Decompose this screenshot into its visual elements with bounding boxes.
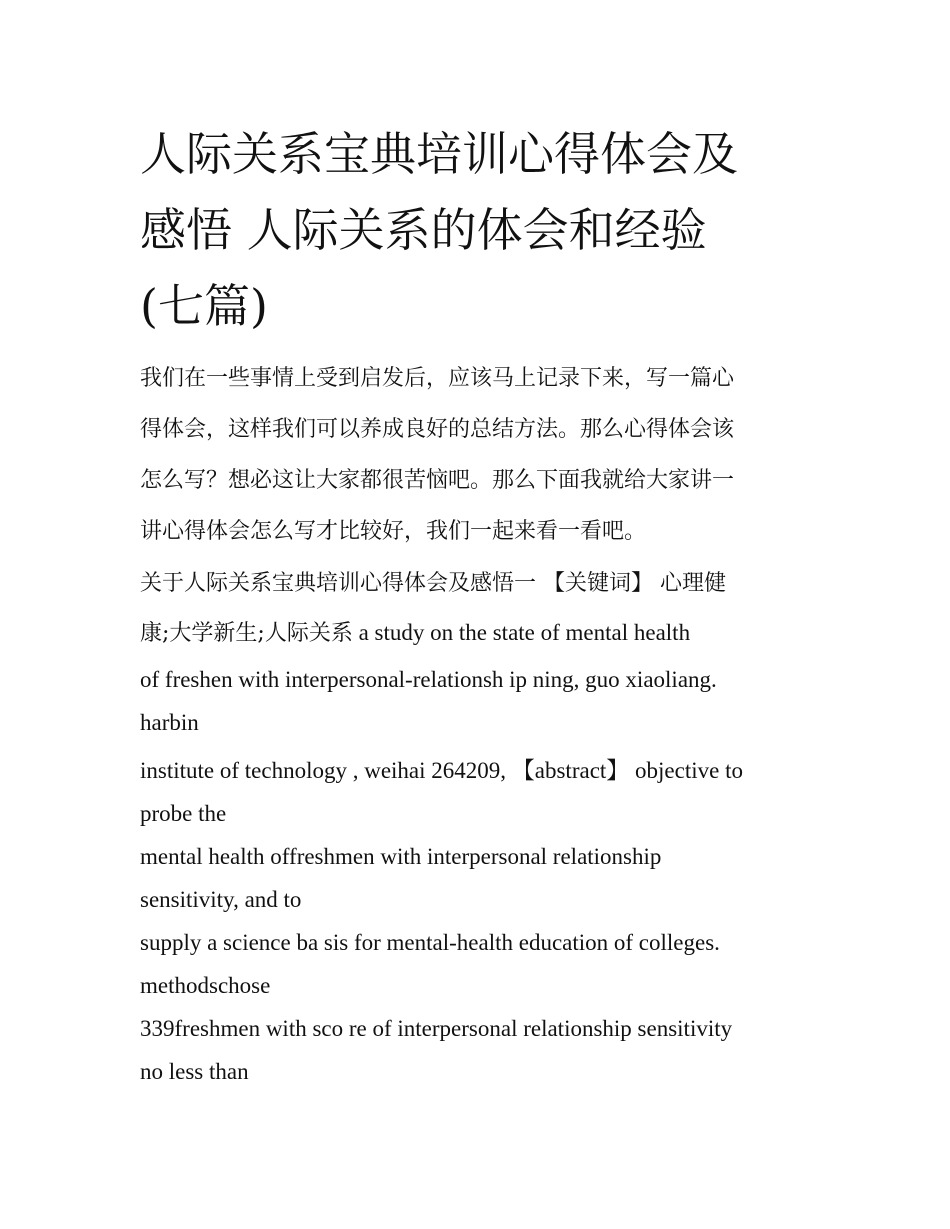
english-title-start: a study on the state of mental health [352,620,691,645]
title-line-1: 人际关系宝典培训心得体会及 [140,127,738,181]
intro-line-2: 得体会，这样我们可以养成良好的总结方法。那么心得体会该 [140,417,735,442]
english-line-7: supply a science ba sis for mental-health education of colleges. [140,930,720,955]
document-title [140,116,820,344]
english-line-10: no less than [140,1059,249,1084]
english-line-2: harbin [140,710,199,735]
intro-line-1: 我们在一些事情上受到启发后，应该马上记录下来，写一篇心 [140,366,735,391]
intro-line-4: 讲心得体会怎么写才比较好，我们一起来看一看吧。 [140,519,647,544]
english-line-5: mental health offreshmen with interpersonal relationship [140,844,662,869]
intro-line-3: 怎么写？想必这让大家都很苦恼吧。那么下面我就给大家讲一 [140,468,735,493]
english-line-4: probe the [140,801,227,826]
english-line-3: institute of technology , weihai 264209, 【abstract】 objective to [140,758,743,783]
section-1-body [140,558,830,1093]
english-line-8: methodschose [140,973,271,998]
section-1-heading-line: 关于人际关系宝典培训心得体会及感悟一 【关键词】 心理健 [140,571,726,596]
english-line-1: of freshen with interpersonal-relationsh ip ning, guo xiaoliang. [140,667,717,692]
intro-paragraph [140,353,820,557]
english-line-9: 339freshmen with sco re of interpersonal relationship sensitivity [140,1016,733,1041]
keywords-chinese: 康;大学新生;人际关系 [140,621,353,646]
title-line-2: 感悟 人际关系的体会和经验 [140,203,707,257]
keywords-line [140,609,830,658]
title-line-3: (七篇) [140,279,268,333]
english-line-6: sensitivity, and to [140,887,302,912]
